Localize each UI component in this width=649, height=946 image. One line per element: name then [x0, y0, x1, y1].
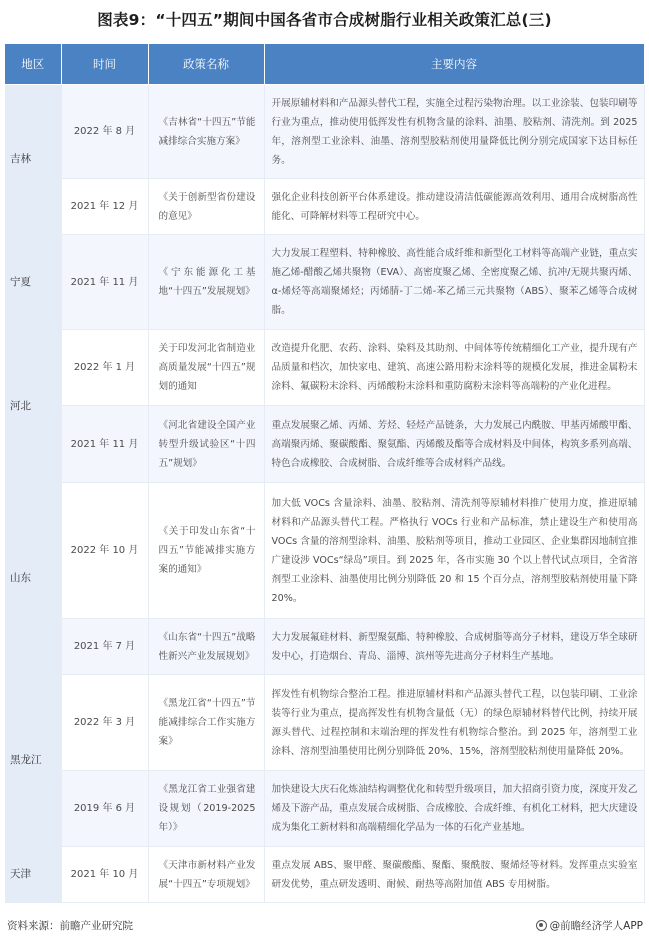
region-cell: 宁夏 [5, 235, 61, 330]
content-cell: 重点发展 ABS、聚甲醛、聚碳酸酯、聚酯、聚酰胺、聚烯烃等材料。发挥重点实验室研发优势，重点研发透明、耐候、耐热等高附加值 ABS 专用树脂。 [264, 847, 644, 903]
date-cell: 2019 年 6 月 [61, 771, 148, 847]
policy-cell: 《关于创新型省份建设的意见》 [148, 179, 264, 235]
header-content: 主要内容 [264, 44, 644, 85]
date-cell: 2021 年 7 月 [61, 619, 148, 675]
table-row [5, 675, 644, 771]
table-row [5, 235, 644, 330]
brand-text: @前瞻经济学人APP [549, 920, 643, 932]
region-cell: 天津 [5, 847, 61, 903]
source-note: 资料来源：前瞻产业研究院 [7, 920, 133, 932]
date-cell: 2021 年 10 月 [61, 847, 148, 903]
date-cell: 2021 年 11 月 [61, 235, 148, 330]
policy-cell: 《山东省“十四五”战略性新兴产业发展规划》 [148, 619, 264, 675]
content-cell: 开展原辅材料和产品源头替代工程，实施全过程污染物治理。以工业涂装、包装印刷等行业为重点，推动使用低挥发性有机物含量的涂料、油墨、胶粘剂、清洗剂。到 2025 年，溶剂型工业涂料、油墨、溶剂型胶粘剂使用量降低比例分别完成国家下达目标任务。 [264, 85, 644, 179]
region-cell: 山东 [5, 483, 61, 675]
table-row [5, 179, 644, 235]
content-cell: 挥发性有机物综合整治工程。推进原辅材料和产品源头替代工程，以包装印刷、工业涂装等行业为重点，提高挥发性有机物含量低（无）的绿色原辅材料替代比例，持续开展源头替代、过程控制和末端治理的挥发性有机物综合整治。到 2025 年，溶剂型工业涂料、溶剂型油墨使用比例分别降低 20%、15%，溶剂型胶粘剂使用量降低 20%。 [264, 675, 644, 771]
policy-table [5, 44, 645, 903]
content-cell: 强化企业科技创新平台体系建设。推动建设清洁低碳能源高效利用、通用合成树脂高性能化、可降解材料等工程研究中心。 [264, 179, 644, 235]
date-cell: 2022 年 3 月 [61, 675, 148, 771]
policy-cell: 《河北省建设全国产业转型升级试验区“十四五”规划》 [148, 406, 264, 483]
date-cell: 2021 年 12 月 [61, 179, 148, 235]
header-policy: 政策名称 [148, 44, 264, 85]
content-cell: 重点发展聚乙烯、丙烯、芳烃、轻烃产品链条，大力发展己内酰胺、甲基丙烯酸甲酯、高端聚丙烯、聚碳酸酯、聚氨酯、丙烯酸及酯等合成材料及中间体，构筑多系列高端、特色合成橡胶、合成树脂、合成纤维等合成材料产品线。 [264, 406, 644, 483]
content-cell: 大力发展氟硅材料、新型聚氨酯、特种橡胶、合成树脂等高分子材料，建设万华全球研发中心，打造烟台、青岛、淄博、滨州等先进高分子材料生产基地。 [264, 619, 644, 675]
content-cell: 改造提升化肥、农药、涂料、染料及其助剂、中间体等传统精细化工产业，提升现有产品质量和档次，加快家电、建筑、高速公路用粉末涂料等的规模化发展，推进金属粉末涂料、氟碳粉末涂料、丙烯酸粉末涂料和重防腐粉末涂料等高端粉的产业化进程。 [264, 330, 644, 406]
policy-cell: 《宁东能源化工基地“十四五”发展规划》 [148, 235, 264, 330]
policy-cell: 《吉林省“十四五”节能减排综合实施方案》 [148, 85, 264, 179]
table-header-row [5, 44, 644, 85]
table-row [5, 619, 644, 675]
content-cell: 加快建设大庆石化炼油结构调整优化和转型升级项目，加大招商引资力度，深度开发乙烯及下游产品，重点发展合成树脂、合成橡胶、合成纤维、有机化工材料，把大庆建设成为集化工新材料和高端精细化学品为一体的石化产业基地。 [264, 771, 644, 847]
policy-cell: 《天津市新材料产业发展“十四五”专项规划》 [148, 847, 264, 903]
table-row [5, 406, 644, 483]
table-row [5, 847, 644, 903]
brand-logo-icon [536, 920, 547, 931]
content-cell: 加大低 VOCs 含量涂料、油墨、胶粘剂、清洗剂等原辅材料推广使用力度，推进原辅材料和产品源头替代工程。严格执行 VOCs 行业和产品标准，禁止建设生产和使用高VOCs 含量的溶剂型涂料、油墨、胶粘剂等项目，推动工业园区、企业集群因地制宜推广建设涉 VOCs“绿岛”项目。到 2025 年，各市实施 30 个以上替代试点项目，全省溶剂型工业涂料、油墨使用比例分别降低 20 和 15 个百分点，溶剂型胶粘剂使用量下降20%。 [264, 483, 644, 619]
policy-cell: 《关于印发山东省“十四五”节能减排实施方案的通知》 [148, 483, 264, 619]
brand-credit [536, 918, 643, 933]
region-cell: 吉林 [5, 85, 61, 235]
date-cell: 2022 年 8 月 [61, 85, 148, 179]
header-date: 时间 [61, 44, 148, 85]
policy-cell: 关于印发河北省制造业高质量发展“十四五”规划的通知 [148, 330, 264, 406]
header-region: 地区 [5, 44, 61, 85]
table-row [5, 771, 644, 847]
policy-cell: 《黑龙江省“十四五”节能减排综合工作实施方案》 [148, 675, 264, 771]
table-row [5, 85, 644, 179]
table-row [5, 483, 644, 619]
content-cell: 大力发展工程塑料、特种橡胶、高性能合成纤维和新型化工材料等高端产业链，重点实施乙烯-醋酸乙烯共聚物（EVA）、高密度聚乙烯、全密度聚乙烯、抗冲/无规共聚丙烯、α-烯烃等高端聚烯烃；丙烯腈-丁二烯-苯乙烯三元共聚物（ABS）、聚苯乙烯等合成树脂。 [264, 235, 644, 330]
date-cell: 2022 年 1 月 [61, 330, 148, 406]
region-cell: 黑龙江 [5, 675, 61, 847]
date-cell: 2021 年 11 月 [61, 406, 148, 483]
table-row [5, 330, 644, 406]
policy-cell: 《黑龙江省工业强省建设规划（2019-2025年）》 [148, 771, 264, 847]
region-cell: 河北 [5, 330, 61, 483]
date-cell: 2022 年 10 月 [61, 483, 148, 619]
chart-title: 图表9：“十四五”期间中国各省市合成树脂行业相关政策汇总(三) [97, 11, 552, 29]
